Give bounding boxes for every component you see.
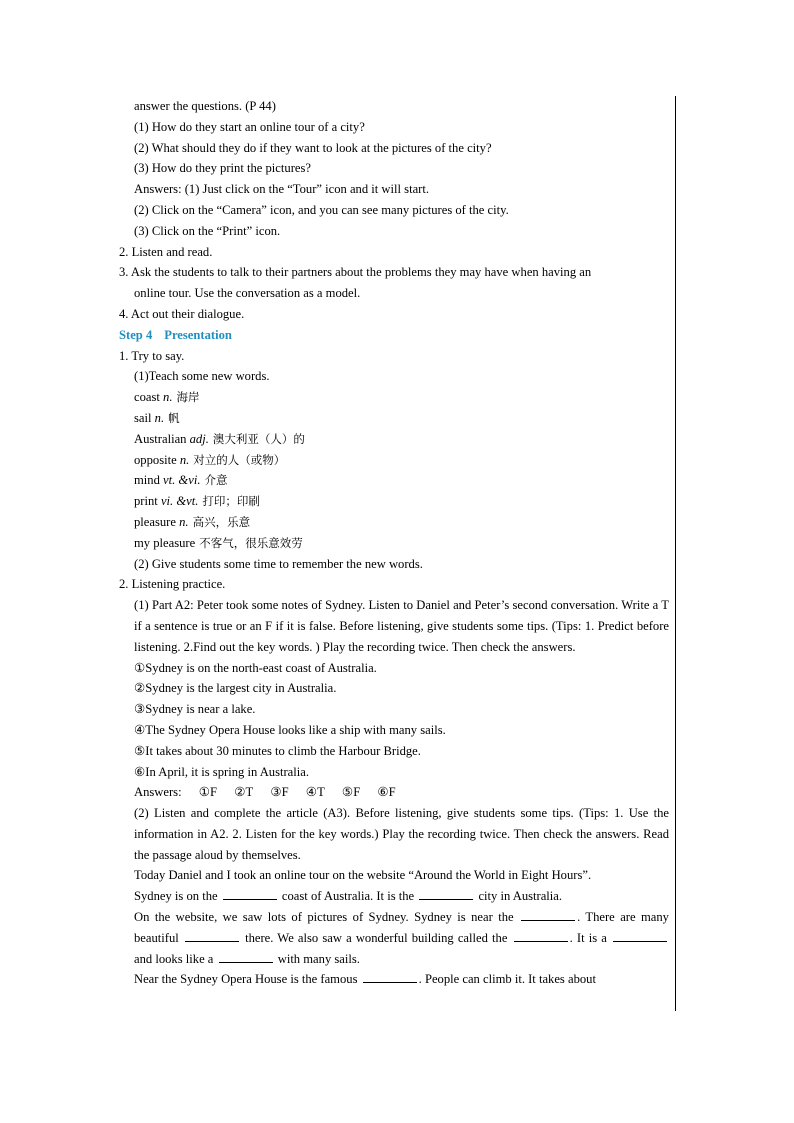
fill-blank[interactable] xyxy=(363,981,417,983)
vocab-pos: n. xyxy=(179,514,189,529)
vocab-item xyxy=(119,429,669,450)
vocab-meaning: 海岸 xyxy=(176,390,200,405)
answer-1: Answers: (1) Just click on the “Tour” icon and it will start. xyxy=(134,182,430,197)
vocab-item xyxy=(119,491,669,512)
vocab-pos: adj. xyxy=(189,431,209,446)
item-ask-students: 3. Ask the students to talk to their partners about the problems they may have when having an xyxy=(119,265,592,280)
statement: ②Sydney is the largest city in Australia. xyxy=(134,681,337,696)
vocab-pos: n. xyxy=(179,452,190,467)
fill-blank[interactable] xyxy=(419,898,473,900)
vocab-pos: n. xyxy=(163,390,173,405)
vocab-word: sail xyxy=(134,410,152,425)
fill-blank[interactable] xyxy=(223,898,277,900)
vocab-meaning: 打印；印刷 xyxy=(202,494,260,509)
vocab-meaning: 高兴，乐意 xyxy=(192,514,251,529)
fill-blank[interactable] xyxy=(185,940,239,942)
answer-item: ③F xyxy=(270,785,289,800)
vocab-meaning: 帆 xyxy=(168,410,180,425)
statement: ⑤It takes about 30 minutes to climb the Harbour Bridge. xyxy=(134,743,421,758)
text-line: answer the questions. (P 44) xyxy=(134,99,276,113)
statement: ③Sydney is near a lake. xyxy=(134,702,256,717)
question-1: (1) How do they start an online tour of a city? xyxy=(134,119,365,134)
vocab-item xyxy=(119,408,669,429)
article-paragraph: On the website, we saw lots of pictures of Sydney. Sydney is near the . There are many beautiful there. We also saw a wonderful building called the . It is a and looks like a with many sails. xyxy=(134,910,669,966)
table-right-border xyxy=(675,96,676,1011)
fill-blank[interactable] xyxy=(521,919,575,921)
step-label: Step 4 xyxy=(119,327,153,342)
vocab-word: print xyxy=(134,494,158,509)
question-3: (3) How do they print the pictures? xyxy=(134,161,311,176)
fill-blank[interactable] xyxy=(219,961,273,963)
vocab-word: pleasure xyxy=(134,514,176,529)
article-intro: Today Daniel and I took an online tour on the website “Around the World in Eight Hours”. xyxy=(134,868,592,883)
part-a2-instructions: (1) Part A2: Peter took some notes of Sydney. Listen to Daniel and Peter’s second conversation. Write a T if a sentence is true or an F if it is false. Before listening, give students some tips. (Tips: 1. Predict before listening. 2.Find out the key words. ) Play the recording twice. Then check the answers. xyxy=(134,598,669,654)
answer-item: ①F xyxy=(198,785,218,800)
answer-item: ②T xyxy=(234,785,254,800)
question-2: (2) What should they do if they want to look at the pictures of the city? xyxy=(134,140,492,155)
answer-item: ⑤F xyxy=(341,785,361,800)
answers-label: Answers: xyxy=(134,785,182,800)
article-line: Sydney is on the coast of Australia. It is the city in Australia. xyxy=(134,889,563,904)
answers-line xyxy=(119,782,669,803)
item-ask-students-cont: online tour. Use the conversation as a model. xyxy=(134,286,361,301)
vocab-meaning: 不客气，很乐意效劳 xyxy=(199,535,303,550)
fill-blank[interactable] xyxy=(613,940,667,942)
vocab-pos: n. xyxy=(154,410,165,425)
try-to-say: 1. Try to say. xyxy=(119,348,185,363)
vocab-item xyxy=(119,387,669,408)
statement: ④The Sydney Opera House looks like a ship with many sails. xyxy=(134,722,446,737)
statement: ①Sydney is on the north-east coast of Australia. xyxy=(134,660,377,675)
item-listen-read: 2. Listen and read. xyxy=(119,244,213,259)
vocab-item xyxy=(119,450,669,471)
answer-item: ④T xyxy=(305,785,325,800)
step-title: Presentation xyxy=(164,327,232,342)
item-act-out: 4. Act out their dialogue. xyxy=(119,306,245,321)
answer-2: (2) Click on the “Camera” icon, and you can see many pictures of the city. xyxy=(134,202,509,217)
answer-item: ⑥F xyxy=(377,785,396,800)
vocab-word: my pleasure xyxy=(134,535,196,550)
listening-practice: 2. Listening practice. xyxy=(119,577,226,592)
step-heading xyxy=(119,325,669,346)
teach-words: (1)Teach some new words. xyxy=(134,369,270,384)
vocab-meaning: 对立的人（或物） xyxy=(193,452,286,467)
part-a3-instructions: (2) Listen and complete the article (A3). Before listening, give students some tips. (Tips: 1. Use the information in A2. 2. Listen for the key words.) Play the recording twice. Then check the answers. Read the passage aloud by themselves. xyxy=(134,806,669,862)
vocab-item xyxy=(119,512,669,533)
vocab-meaning: 介意 xyxy=(204,473,228,488)
answer-3: (3) Click on the “Print” icon. xyxy=(134,223,281,238)
vocab-word: mind xyxy=(134,473,160,488)
article-line: Near the Sydney Opera House is the famous . People can climb it. It takes about xyxy=(134,972,596,987)
vocab-pos: vi. &vt. xyxy=(160,494,199,509)
lesson-content xyxy=(119,96,669,990)
vocab-word: Australian xyxy=(134,431,187,446)
vocab-word: opposite xyxy=(134,452,177,467)
give-time: (2) Give students some time to remember the new words. xyxy=(134,556,423,571)
vocab-item xyxy=(119,470,669,491)
vocab-word: coast xyxy=(134,390,160,405)
vocab-pos: vt. &vi. xyxy=(163,473,201,488)
vocab-item xyxy=(119,533,669,554)
vocab-meaning: 澳大利亚（人）的 xyxy=(212,431,305,446)
fill-blank[interactable] xyxy=(514,940,568,942)
statement: ⑥In April, it is spring in Australia. xyxy=(134,764,310,779)
